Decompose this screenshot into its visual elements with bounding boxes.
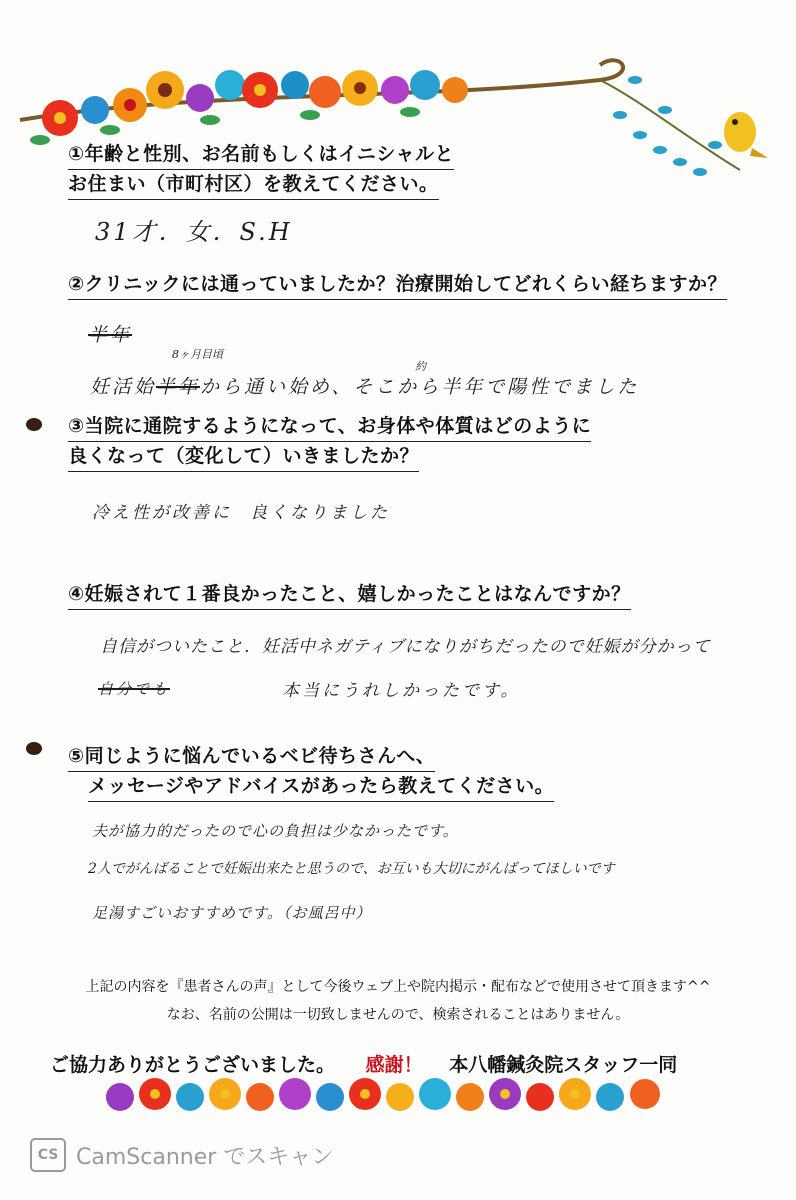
answer-2-strikethrough: 半年 bbox=[88, 324, 133, 346]
marker-dot bbox=[26, 742, 42, 755]
question-3-line-1: ③当院に通院するようになって、お身体や体質はどのように bbox=[68, 412, 591, 442]
staff-signature: 本八幡鍼灸院スタッフ一同 bbox=[449, 1054, 678, 1076]
question-1-line-2: お住まい（市町村区）を教えてください。 bbox=[68, 170, 439, 200]
answer-2-note-month: 8ヶ月目頃 bbox=[172, 348, 223, 361]
question-1-line-1: ①年齢と性別、お名前もしくはイニシャルと bbox=[68, 140, 454, 170]
answer-3-part-b: 良くなりました bbox=[250, 503, 390, 523]
question-5-line-2: メッセージやアドバイスがあったら教えてください。 bbox=[88, 772, 554, 802]
question-4 bbox=[68, 580, 631, 610]
question-5-line-1: ⑤同じように悩んでいるベビ待ちさんへ、 bbox=[68, 742, 435, 772]
answer-3-part-a: 冷え性が改善に bbox=[92, 503, 232, 523]
question-1 bbox=[68, 140, 454, 200]
question-4-line-1: ④妊娠されて１番良かったこと、嬉しかったことはなんですか？ bbox=[68, 580, 631, 610]
question-2-line-1: ②クリニックには通っていましたか？治療開始してどれくらい経ちますか？ bbox=[68, 270, 727, 300]
camscanner-text: CamScanner でスキャン bbox=[76, 1144, 334, 1170]
privacy-notice: なお、名前の公開は一切致しませんので、検索されることはありません。 bbox=[166, 1007, 630, 1023]
answer-3 bbox=[92, 498, 390, 523]
usage-notice: 上記の内容を『患者さんの声』として今後ウェブ上や院内掲示・配布などで使用させて頂きます^^ bbox=[85, 979, 711, 995]
question-3-line-2: 良くなって（変化して）いきましたか？ bbox=[68, 442, 419, 472]
camscanner-watermark bbox=[30, 1138, 333, 1172]
answer-4-line-1: 自信がついたこと．妊活中ネガティブになりがちだったので妊娠が分かって bbox=[100, 637, 711, 657]
answer-2 bbox=[90, 372, 639, 399]
answer-2-struck-word: 半年 bbox=[156, 376, 201, 398]
answer-2-part-b: から通い始め、そこから半年で陽性でました bbox=[200, 376, 640, 398]
answer-5-line-2: 2人でがんばることで妊娠出来たと思うので、お互いも大切にがんばってほしいです bbox=[88, 861, 615, 877]
bottom-flower-garland bbox=[100, 1072, 680, 1122]
answer-5-line-1: 夫が協力的だったので心の負担は少なかったです。 bbox=[92, 822, 459, 840]
answer-4-line-2: 本当にうれしかったです。 bbox=[282, 681, 521, 701]
question-2 bbox=[68, 270, 727, 300]
answer-4-strikethrough: 自分でも bbox=[98, 680, 171, 698]
answer-2-part-a: 妊活始 bbox=[90, 376, 157, 398]
question-3 bbox=[68, 412, 591, 472]
thanks-text: ご協力ありがとうございました。 bbox=[50, 1054, 336, 1076]
answer-2-note-approx: 約 bbox=[415, 360, 426, 373]
thanks-exclaim: 感謝！ bbox=[365, 1054, 423, 1076]
question-5 bbox=[68, 742, 554, 802]
marker-dot bbox=[26, 418, 42, 431]
answer-5-line-3: 足湯すごいおすすめです。（お風呂中） bbox=[92, 904, 372, 922]
camscanner-logo-icon: CS bbox=[30, 1138, 66, 1172]
answer-1: 31才．女．S.H bbox=[95, 218, 293, 246]
